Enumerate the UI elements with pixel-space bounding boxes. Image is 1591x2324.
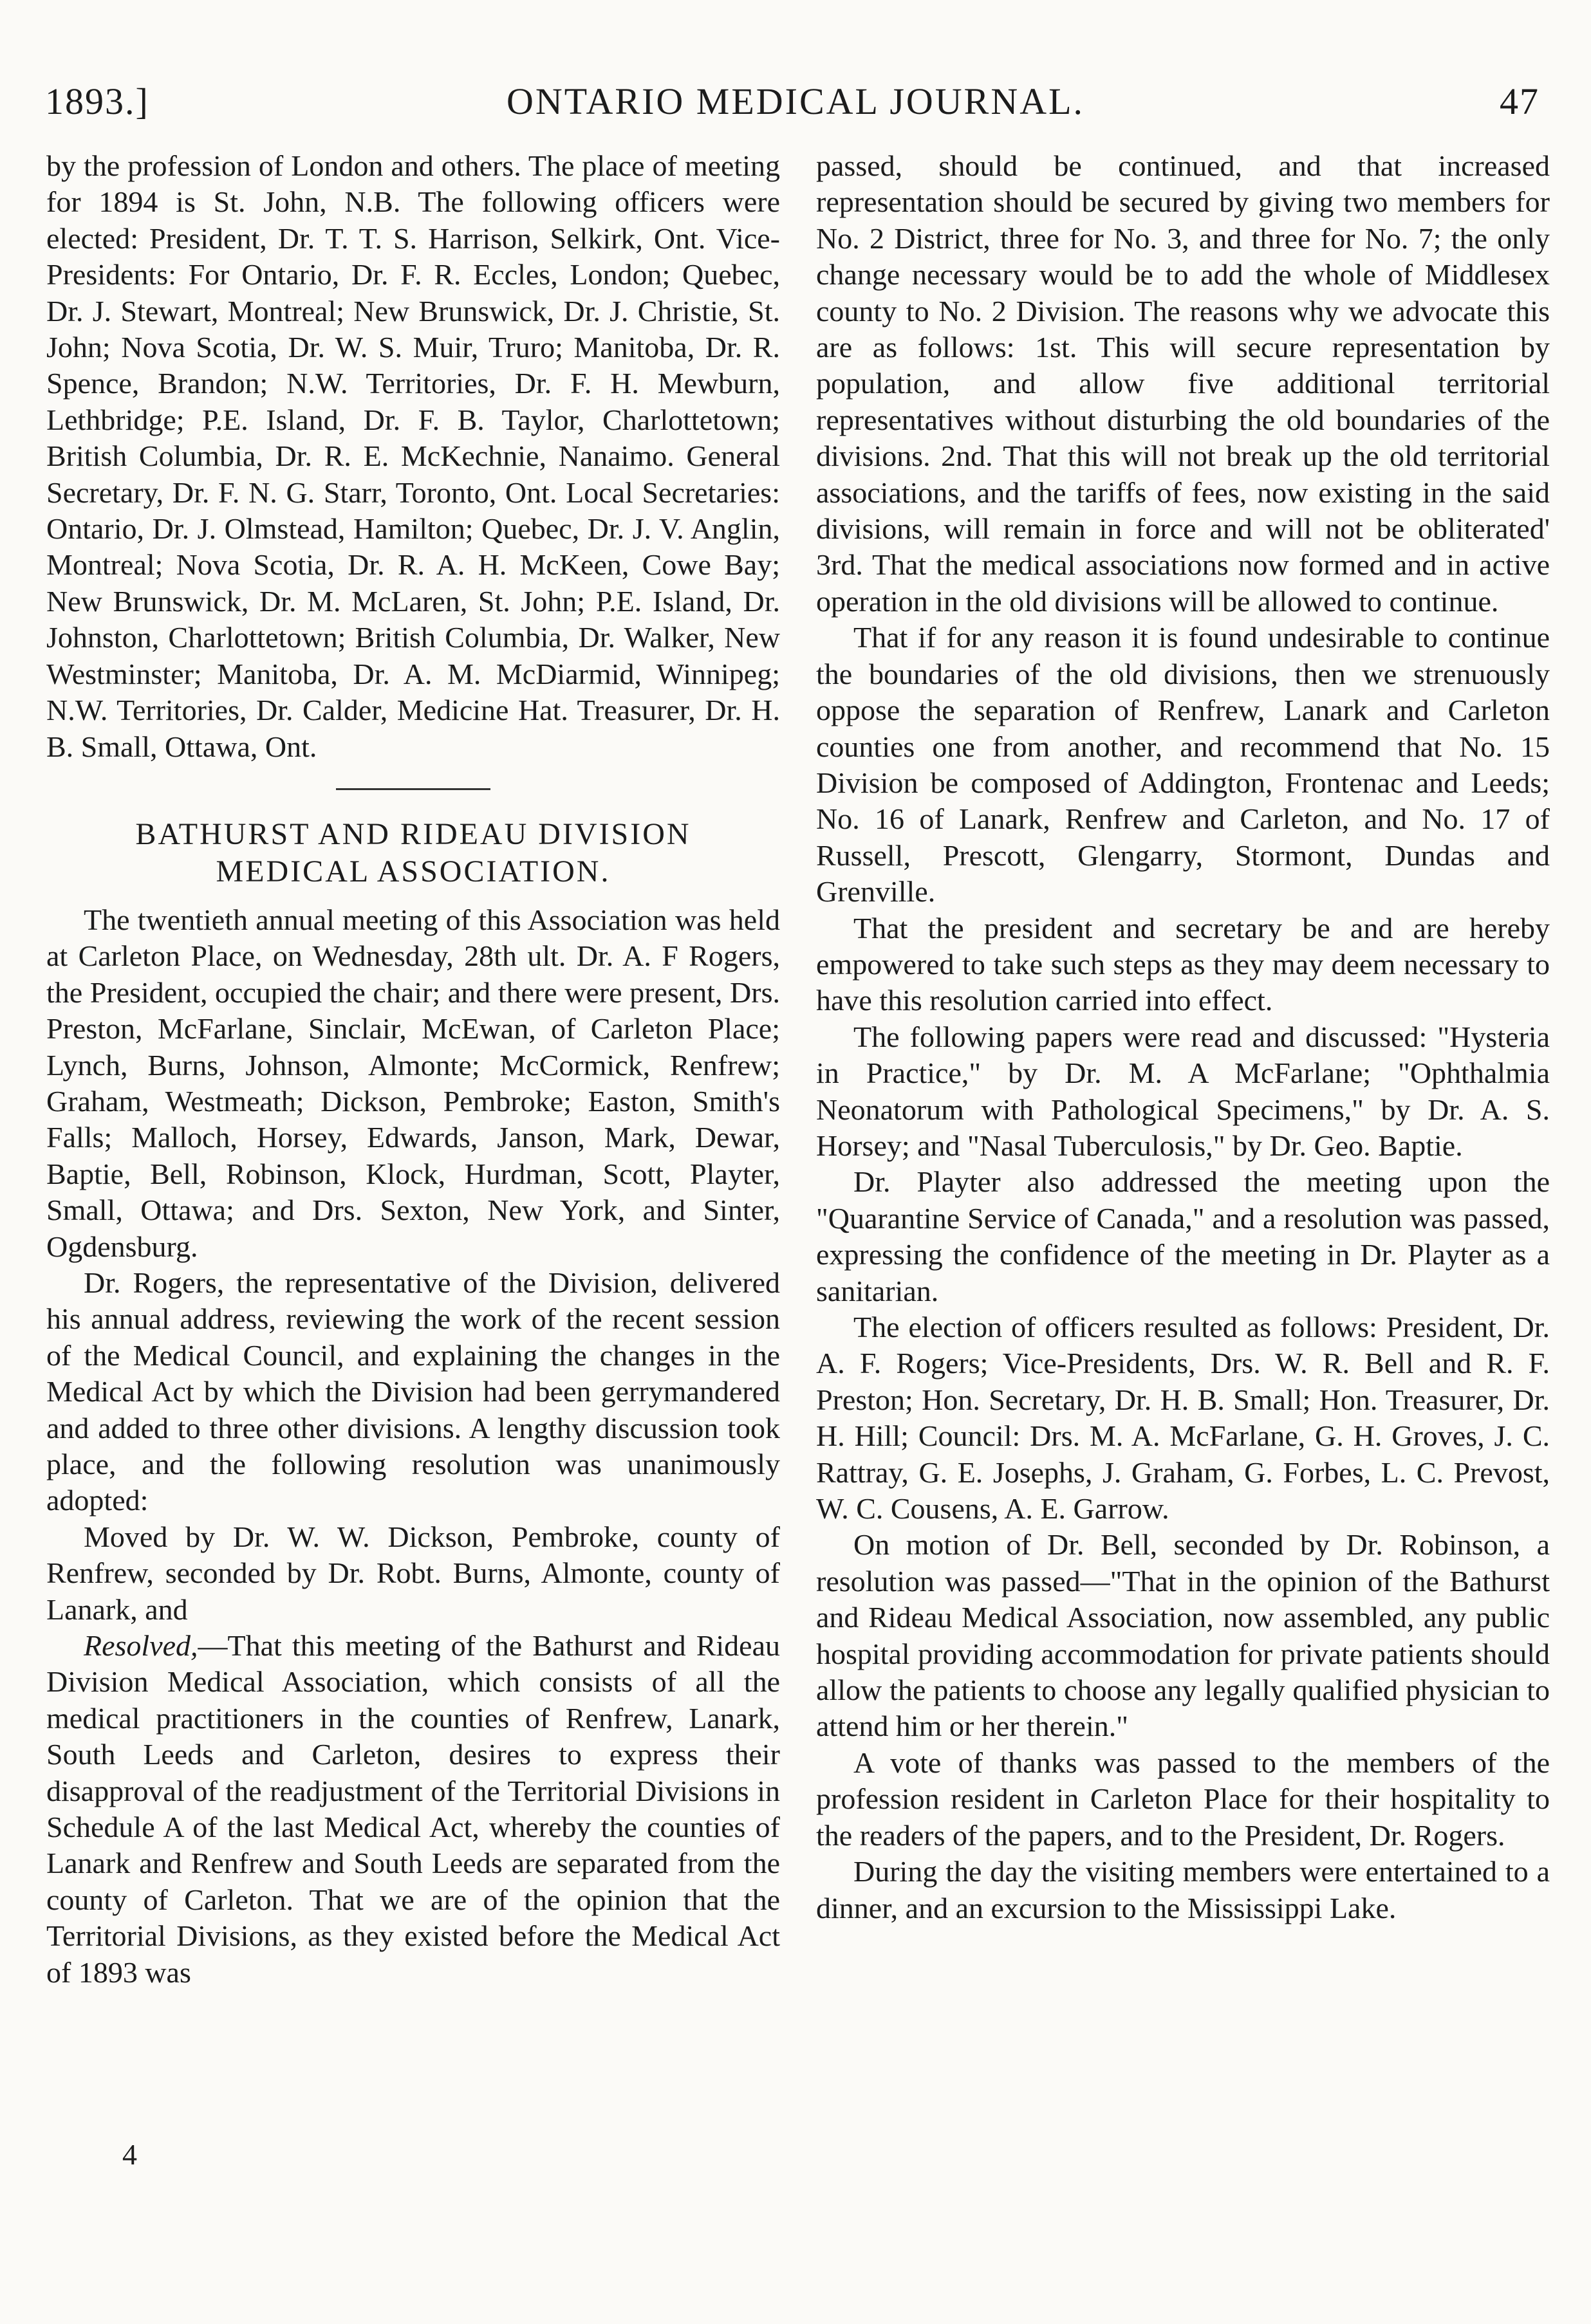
- running-head-title: ONTARIO MEDICAL JOURNAL.: [506, 80, 1085, 122]
- paragraph: passed, should be continued, and that increased representation should be secured by giving two members for No. 2 District, three for No. 3, and three for No. 7; the only change necessary would be to add the whole of Middlesex county to No. 2 Division. The reasons why we advocate this are as follows: 1st. This will secure representation by population, and allow five additional territorial representatives without disturbing the old boundaries of the divisions. 2nd. That this will not break up the old territorial associations, and the tariffs of fees, now existing in the said divisions, will remain in force and will not be obliterated' 3rd. That the medical associations now formed and in active operation in the old divisions will be allowed to continue.: [816, 149, 1550, 618]
- paragraph: That the president and secretary be and are hereby empowered to take such steps as they may deem necessary to have this resolution carried into effect.: [816, 911, 1550, 1017]
- paragraph: Dr. Rogers, the representative of the Division, delivered his annual address, reviewing the work of the recent session of the Medical Council, and explaining the changes in the Medical Act by which the Division had been gerrymandered and added to three other divisions. A lengthy discussion took place, and the following resolution was unanimously adopted:: [46, 1266, 780, 1517]
- resolved-word: Resolved,: [84, 1629, 198, 1663]
- page-number: 47: [1500, 80, 1540, 122]
- paragraph: That if for any reason it is found undesirable to continue the boundaries of the old divisions, then we strenuously oppose the separation of Renfrew, Lanark and Carleton counties one from another, and recommend that No. 15 Division be composed of Addington, Frontenac and Leeds; No. 16 of Lanark, Renfrew and Carleton, and No. 17 of Russell, Prescott, Glengarry, Stormont, Dundas and Grenville.: [816, 621, 1550, 908]
- left-column: [46, 148, 780, 1991]
- resolution-text: —That this meeting of the Bathurst and Rideau Division Medical Association, which consists of all the medical practitioners in the counties of Renfrew, Lanark, South Leeds and Carleton, desires to express their disapproval of the readjustment of the Territorial Divisions in Schedule A of the last Medical Act, whereby the counties of Lanark and Renfrew and South Leeds are separated from the county of Carleton. That we are of the opinion that the Territorial Divisions, as they existed before the Medical Act of 1893 was: [46, 1629, 780, 1989]
- paragraph: On motion of Dr. Bell, seconded by Dr. Robinson, a resolution was passed—"That in the opinion of the Bathurst and Rideau Medical Association, now assembled, any public hospital providing accommodation for private patients should allow the patients to choose any legally qualified physician to attend him or her therein.": [816, 1528, 1550, 1743]
- section-heading: [46, 816, 780, 890]
- right-column: [816, 148, 1550, 1926]
- paragraph: The following papers were read and discussed: "Hysteria in Practice," by Dr. M. A McFarlane; "Ophthalmia Neonatorum with Pathological Specimens," by Dr. A. S. Horsey; and "Nasal Tuberculosis," by Dr. Geo. Baptie.: [816, 1020, 1550, 1162]
- paragraph: Moved by Dr. W. W. Dickson, Pembroke, county of Renfrew, seconded by Dr. Robt. Burns, Almonte, county of Lanark, and: [46, 1520, 780, 1626]
- paragraph: by the profession of London and others. The place of meeting for 1894 is St. John, N.B. The following officers were elected: President, Dr. T. T. S. Harrison, Selkirk, Ont. Vice-Presidents: For Ontario, Dr. F. R. Eccles, London; Quebec, Dr. J. Stewart, Montreal; New Brunswick, Dr. J. Christie, St. John; Nova Scotia, Dr. W. S. Muir, Truro; Manitoba, Dr. R. Spence, Brandon; N.W. Territories, Dr. F. H. Mewburn, Lethbridge; P.E. Island, Dr. F. B. Taylor, Charlottetown; British Columbia, Dr. R. E. McKechnie, Nanaimo. General Secretary, Dr. F. N. G. Starr, Toronto, Ont. Local Secretaries: Ontario, Dr. J. Olmstead, Hamilton; Quebec, Dr. J. V. Anglin, Montreal; Nova Scotia, Dr. R. A. H. McKeen, Cowe Bay; New Brunswick, Dr. M. McLaren, St. John; P.E. Island, Dr. Johnston, Charlottetown; British Columbia, Dr. Walker, New Westminster; Manitoba, Dr. A. M. McDiarmid, Winnipeg; N.W. Territories, Dr. Calder, Medicine Hat. Treasurer, Dr. H. B. Small, Ottawa, Ont.: [46, 149, 780, 763]
- paragraph: During the day the visiting members were entertained to a dinner, and an excursion to the Mississippi Lake.: [816, 1855, 1550, 1924]
- paragraph: The twentieth annual meeting of this Association was held at Carleton Place, on Wednesday, 28th ult. Dr. A. F Rogers, the President, occupied the chair; and there were present, Drs. Preston, McFarlane, Sinclair, McEwan, of Carleton Place; Lynch, Burns, Johnson, Almonte; McCormick, Renfrew; Graham, Westmeath; Dickson, Pembroke; Easton, Smith's Falls; Malloch, Horsey, Edwards, Janson, Mark, Dewar, Baptie, Bell, Robinson, Klock, Hurdman, Scott, Playter, Small, Ottawa; and Drs. Sexton, New York, and Sinter, Ogdensburg.: [46, 903, 780, 1263]
- paragraph: The election of officers resulted as follows: President, Dr. A. F. Rogers; Vice-Presidents, Drs. W. R. Bell and R. F. Preston; Hon. Secretary, Dr. H. B. Small; Hon. Treasurer, Dr. H. Hill; Council: Drs. M. A. McFarlane, G. H. Groves, J. C. Rattray, G. E. Josephs, J. Graham, G. Forbes, L. C. Prevost, W. C. Cousens, A. E. Garrow.: [816, 1311, 1550, 1526]
- paragraph: A vote of thanks was passed to the members of the profession resident in Carleton Place for their hospitality to the readers of the papers, and to the President, Dr. Rogers.: [816, 1746, 1550, 1852]
- section-heading-line: BATHURST AND RIDEAU DIVISION: [135, 816, 691, 851]
- running-head: [45, 76, 1546, 127]
- section-heading-line: MEDICAL ASSOCIATION.: [216, 854, 611, 889]
- section-divider: [336, 788, 490, 790]
- signature-mark: 4: [122, 2138, 137, 2171]
- paragraph: Dr. Playter also addressed the meeting upon the "Quarantine Service of Canada," and a resolution was passed, expressing the confidence of the meeting in Dr. Playter as a sanitarian.: [816, 1165, 1550, 1307]
- paragraph: [46, 1628, 780, 1991]
- running-head-year: 1893.]: [45, 80, 149, 122]
